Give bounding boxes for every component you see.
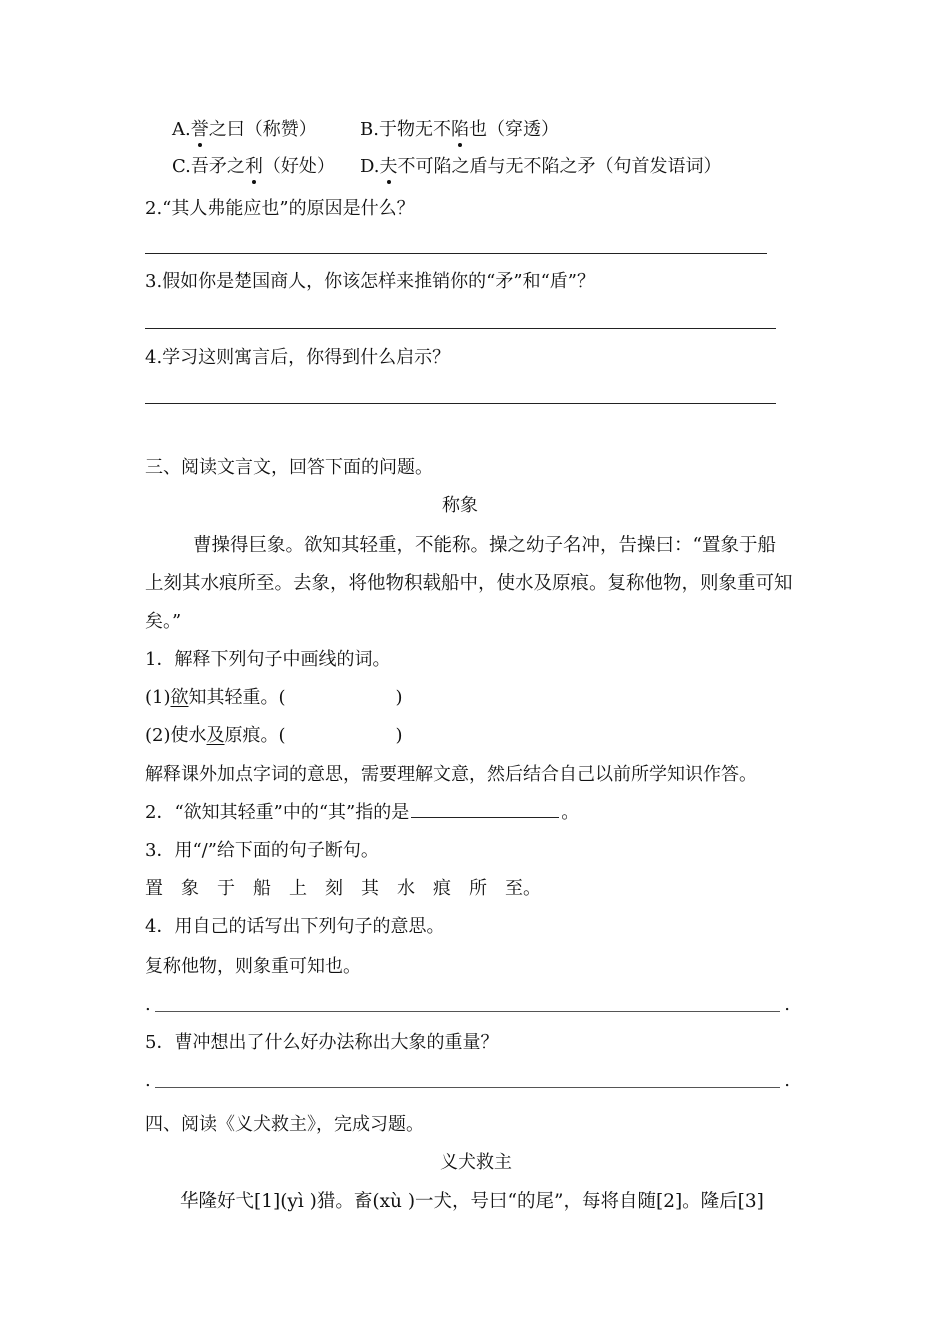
answer-line-s3-5[interactable]: . . bbox=[145, 1070, 790, 1091]
underlined-word: 及 bbox=[206, 725, 225, 746]
option-b: B.于物无不陷也（穿透） bbox=[360, 119, 559, 140]
question-2: 2.“其人弗能应也”的原因是什么？ bbox=[145, 198, 415, 219]
s3-question-3: 3．用“/”给下面的句子断句。 bbox=[145, 840, 379, 861]
dotted-char: 陷 bbox=[450, 119, 469, 140]
s3-question-1: 1．解释下列句子中画线的词。 bbox=[145, 649, 391, 670]
question-3: 3.假如你是楚国商人，你该怎样来推销你的“矛”和“盾”？ bbox=[145, 271, 595, 292]
option-a: A.誉之曰（称赞） bbox=[172, 119, 317, 140]
underlined-word: 欲 bbox=[170, 687, 189, 708]
dotted-char: 利 bbox=[244, 156, 263, 177]
section-4-passage-line-1: 华隆好弋[1](yì )猎。畜(xù )一犬，号曰“的尾”，每将自随[2]。隆后[3] bbox=[180, 1191, 764, 1212]
section-3-heading: 三、阅读文言文，回答下面的问题。 bbox=[145, 457, 433, 478]
option-d: D.夫不可陷之盾与无不陷之矛（句首发语词） bbox=[360, 156, 722, 177]
answer-line-3[interactable] bbox=[145, 328, 776, 329]
punctuation-sentence: 置 象 于 船 上 刻 其 水 痕 所 至。 bbox=[145, 878, 541, 899]
passage-line-2: 上刻其水痕所至。去象，将他物积载船中，使水及原痕。复称他物，则象重可知 bbox=[145, 573, 793, 594]
s3-question-5: 5．曹冲想出了什么好办法称出大象的重量？ bbox=[145, 1032, 499, 1053]
dotted-char: 夫 bbox=[379, 156, 398, 177]
hint-text: 解释课外加点字词的意思，需要理解文意，然后结合自己以前所学知识作答。 bbox=[145, 764, 757, 785]
s3-question-4-sentence: 复称他物，则象重可知也。 bbox=[145, 956, 361, 977]
section-3-title: 称象 bbox=[442, 495, 478, 516]
s3-question-1-2: (2)使水及原痕。( ) bbox=[145, 725, 403, 746]
answer-blank[interactable] bbox=[411, 801, 559, 818]
s3-question-4: 4．用自己的话写出下列句子的意思。 bbox=[145, 916, 445, 937]
question-4: 4.学习这则寓言后，你得到什么启示？ bbox=[145, 347, 451, 368]
answer-line-4[interactable] bbox=[145, 403, 776, 404]
answer-line-s3-4[interactable]: . . bbox=[145, 994, 790, 1015]
s3-question-1-1: (1)欲知其轻重。( ) bbox=[145, 687, 403, 708]
section-4-title: 义犬救主 bbox=[440, 1152, 512, 1173]
option-c: C.吾矛之利（好处） bbox=[172, 156, 335, 177]
dotted-char: 誉 bbox=[190, 119, 209, 140]
passage-line-3: 矣。” bbox=[145, 611, 182, 632]
passage-line-1: 曹操得巨象。欲知其轻重，不能称。操之幼子名冲，告操曰：“置象于船 bbox=[193, 535, 776, 556]
option-row-cd bbox=[172, 155, 722, 179]
answer-line-2[interactable] bbox=[145, 253, 767, 254]
section-4-heading: 四、阅读《义犬救主》，完成习题。 bbox=[145, 1114, 424, 1135]
option-row-ab bbox=[172, 118, 559, 142]
s3-question-2: 2．“欲知其轻重”中的“其”指的是 。 bbox=[145, 802, 580, 823]
